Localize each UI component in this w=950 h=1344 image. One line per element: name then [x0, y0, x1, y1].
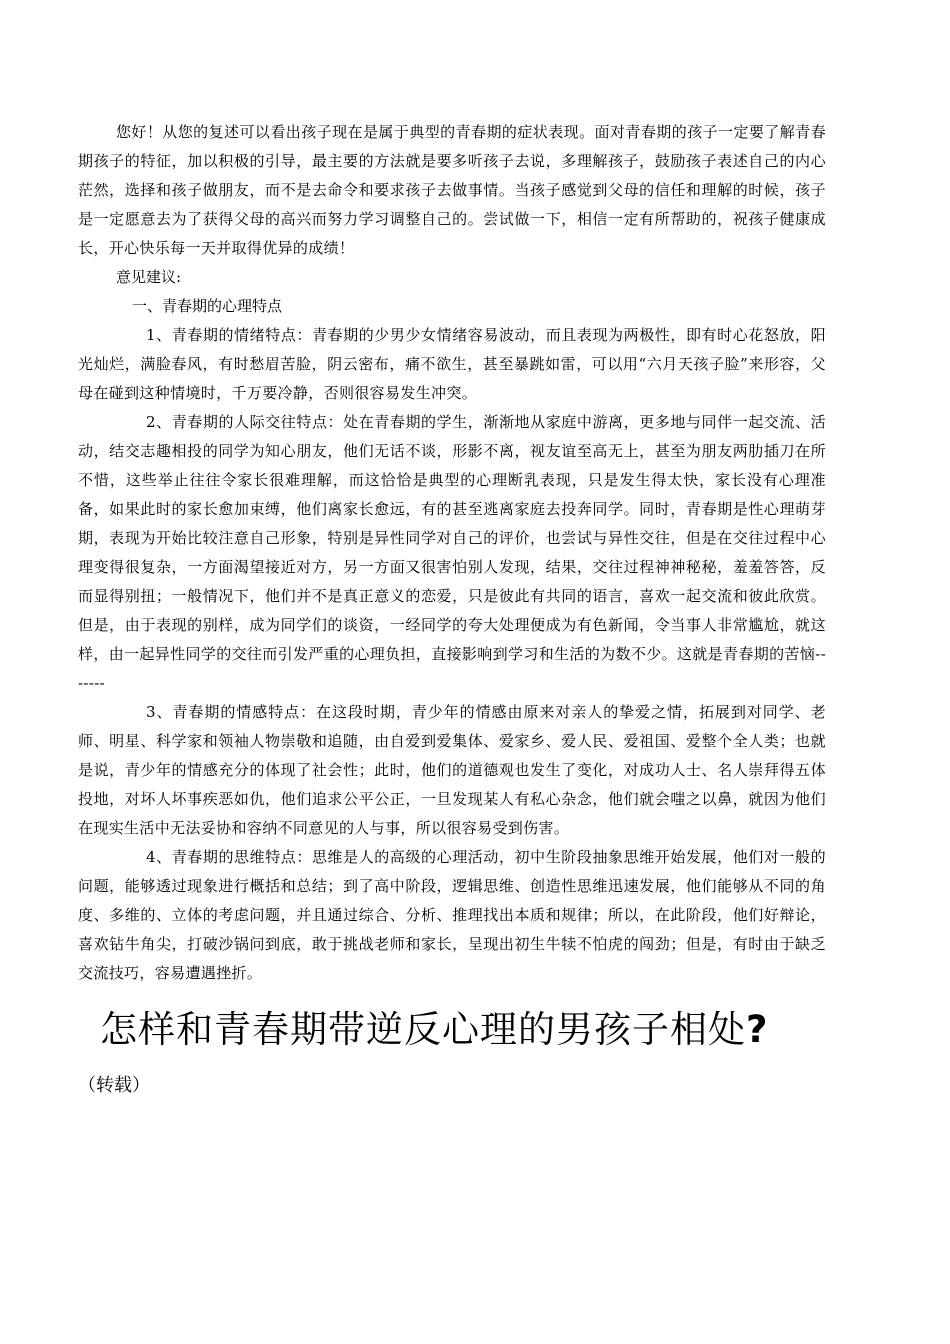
section-title: 一、青春期的心理特点: [132, 297, 283, 315]
heading-question-mark: ?: [746, 1008, 769, 1051]
point-emotion: 1、青春期的情绪特点：青春期的少男少女情绪容易波动，而且表现为两极性，即有时心花怒放，阳光灿烂，满脸春风，有时愁眉苦脸，阴云密布，痛不欲生，甚至暴跳如雷，可以用“六月天孩子脸”来形容，父母在碰到这种情境时，千万要冷静，否则很容易发生冲突。: [78, 326, 826, 402]
repost-note: （转载）: [78, 1075, 150, 1096]
advice-label: 意见建议:: [116, 268, 182, 286]
article-heading: [78, 1006, 826, 1054]
intro-paragraph: 您好！从您的复述可以看出孩子现在是属于典型的青春期的症状表现。面对青春期的孩子一定要了解青春期孩子的特征，加以积极的引导，最主要的方法就是要多听孩子去说，多理解孩子，鼓励孩子表述自己的内心茫然，选择和孩子做朋友，而不是去命令和要求孩子去做事情。当孩子感觉到父母的信任和理解的时候，孩子是一定愿意去为了获得父母的高兴而努力学习调整自己的。尝试做一下，相信一定有所帮助的，祝孩子健康成长，开心快乐每一天并取得优异的成绩！: [78, 123, 826, 257]
point-thinking: 4、青春期的思维特点：思维是人的高级的心理活动，初中生阶段抽象思维开始发展，他们对一般的问题，能够透过现象进行概括和总结；到了高中阶段，逻辑思维、创造性思维迅速发展，他们能够从不同的角度、多维的、立体的考虑问题，并且通过综合、分析、推理找出本质和规律；所以，在此阶段，他们好辩论，喜欢钻牛角尖，打破沙锅问到底，敢于挑战老师和家长，呈现出初生牛犊不怕虎的闯劲；但是，有时由于缺乏交流技巧，容易遭遇挫折。: [78, 848, 826, 982]
document-page: [78, 118, 826, 1100]
point-social: 2、青春期的人际交往特点：处在青春期的学生，渐渐地从家庭中游离，更多地与同伴一起交流、活动，结交志趣相投的同学为知心朋友，他们无话不谈，形影不离，视友谊至高无上，甚至为朋友两肋插刀在所不惜，这些举止往往令家长很难理解，而这恰恰是典型的心理断乳表现，只是发生得太快，家长没有心理准备，如果此时的家长愈加束缚，他们离家长愈远，有的甚至逃离家庭去投奔同学。同时，青春期是性心理萌芽期，表现为开始比较注意自己形象，特别是异性同学对自己的评价，也尝试与异性交往，但是在交往过程中心理变得很复杂，一方面渴望接近对方，另一方面又很害怕别人发现，结果，交往过程神神秘秘，羞羞答答，反而显得别扭；一般情况下，他们并不是真正意义的恋爱，只是彼此有共同的语言，喜欢一起交流和彼此欣赏。但是，由于表现的别样，成为同学们的谈资，一经同学的夸大处理便成为有色新闻，令当事人非常尴尬，就这样，由一起异性同学的交往而引发严重的心理负担，直接影响到学习和生活的为数不少。这就是青春期的苦恼-------: [78, 413, 826, 692]
heading-text: 怎样和青春期带逆反心理的男孩子相处: [100, 1008, 746, 1051]
point-feeling: 3、青春期的情感特点：在这段时期，青少年的情感由原来对亲人的挚爱之情，拓展到对同学、老师、明星、科学家和领袖人物崇敬和追随，由自爱到爱集体、爱家乡、爱人民、爱祖国、爱整个全人类；也就是说，青少年的情感充分的体现了社会性；此时，他们的道德观也发生了变化，对成功人士、名人崇拜得五体投地，对坏人坏事疾恶如仇，他们追求公平公正，一旦发现某人有私心杂念，他们就会嗤之以鼻，就因为他们在现实生活中无法妥协和容纳不同意见的人与事，所以很容易受到伤害。: [78, 703, 826, 837]
